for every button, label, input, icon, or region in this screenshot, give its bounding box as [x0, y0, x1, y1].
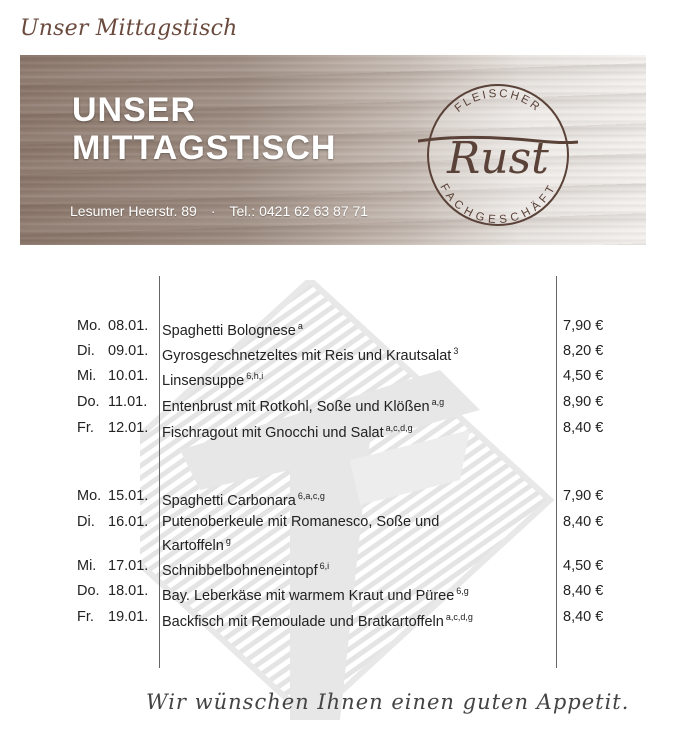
allergen-codes: 6,g [456, 586, 469, 596]
menu-date: 08.01. [108, 318, 149, 334]
menu-date: 09.01. [108, 343, 149, 359]
menu-date: 12.01. [108, 420, 149, 436]
phone-text: Tel.: 0421 62 63 87 71 [229, 203, 369, 219]
logo-script-text: Rust [447, 133, 549, 184]
dish-name: Spaghetti Bolognese [162, 322, 296, 339]
dish-name: Putenoberkeule mit Romanesco, Soße und Kartoffeln [162, 514, 440, 554]
closing-greeting: Wir wünschen Ihnen einen guten Appetit. [146, 690, 630, 714]
menu-dish [162, 487, 542, 511]
page-title: Unser Mittagstisch [20, 16, 238, 41]
menu-day: Do. [77, 394, 100, 410]
dish-name: Gyrosgeschnetzeltes mit Reis und Krautsalat [162, 347, 452, 364]
allergen-codes: 6,h,i [246, 371, 264, 381]
menu-date: 18.01. [108, 583, 149, 599]
allergen-codes: 3 [453, 346, 459, 356]
menu-day: Do. [77, 583, 100, 599]
allergen-codes: a,g [431, 397, 445, 407]
menu-dish [162, 513, 492, 556]
menu-date: 17.01. [108, 558, 149, 574]
menu-dish [162, 317, 542, 341]
column-divider-left [159, 276, 160, 668]
menu-price: 8,40 € [563, 609, 604, 625]
banner-headline-line2: MITTAGSTISCH [72, 129, 337, 167]
dish-name: Fischragout mit Gnocchi und Salat [162, 424, 384, 441]
menu-date: 11.01. [108, 394, 148, 410]
menu-price: 8,20 € [563, 343, 604, 359]
menu-dish [162, 608, 542, 632]
rust-logo [418, 75, 578, 235]
dish-name: Backfisch mit Remoulade und Bratkartoffeln [162, 613, 444, 630]
allergen-codes: a [297, 321, 303, 331]
column-divider-right [556, 276, 557, 668]
menu-price: 7,90 € [563, 318, 604, 334]
menu-price: 8,90 € [563, 394, 604, 410]
menu-dish [162, 582, 542, 606]
menu-day: Mi. [77, 558, 97, 574]
banner-headline [72, 91, 336, 167]
menu-day: Mi. [77, 368, 97, 384]
dish-name: Entenbrust mit Rotkohl, Soße und Klößen [162, 398, 430, 415]
menu-dish [162, 367, 542, 391]
menu-dish [162, 557, 542, 581]
dish-name: Bay. Leberkäse mit warmem Kraut und Püree [162, 587, 455, 604]
allergen-codes: g [225, 536, 231, 546]
allergen-codes: 6,a,c,g [297, 491, 325, 501]
dish-name: Linsensuppe [162, 372, 245, 389]
logo-bottom-text: FACHGESCHÄFT [437, 181, 559, 227]
header-banner [20, 55, 646, 245]
allergen-codes: a,c,d,g [385, 423, 413, 433]
logo-top-text: FLEISCHER [452, 87, 544, 115]
dish-name: Spaghetti Carbonara [162, 492, 296, 509]
menu-price: 8,40 € [563, 514, 604, 530]
menu-dish [162, 342, 542, 366]
menu-date: 19.01. [108, 609, 149, 625]
banner-headline-line1: UNSER [72, 91, 197, 129]
allergen-codes: a,c,d,g [445, 612, 473, 622]
address-text: Lesumer Heerstr. 89 [70, 203, 197, 219]
menu-date: 15.01. [108, 488, 149, 504]
menu-price: 8,40 € [563, 583, 604, 599]
menu-day: Fr. [77, 420, 94, 436]
menu-dish [162, 393, 542, 417]
menu-price: 4,50 € [563, 558, 604, 574]
menu-day: Di. [77, 514, 95, 530]
allergen-codes: 6,i [319, 561, 330, 571]
menu-price: 7,90 € [563, 488, 604, 504]
menu-day: Mo. [77, 488, 102, 504]
contact-separator: · [210, 203, 216, 219]
menu-day: Mo. [77, 318, 102, 334]
menu-price: 8,40 € [563, 420, 604, 436]
menu-date: 10.01. [108, 368, 149, 384]
menu-day: Fr. [77, 609, 94, 625]
menu-day: Di. [77, 343, 95, 359]
menu-dish [162, 419, 542, 443]
banner-contact [70, 203, 368, 219]
dish-name: Schnibbelbohneneintopf [162, 562, 318, 579]
menu-date: 16.01. [108, 514, 149, 530]
menu-price: 4,50 € [563, 368, 604, 384]
